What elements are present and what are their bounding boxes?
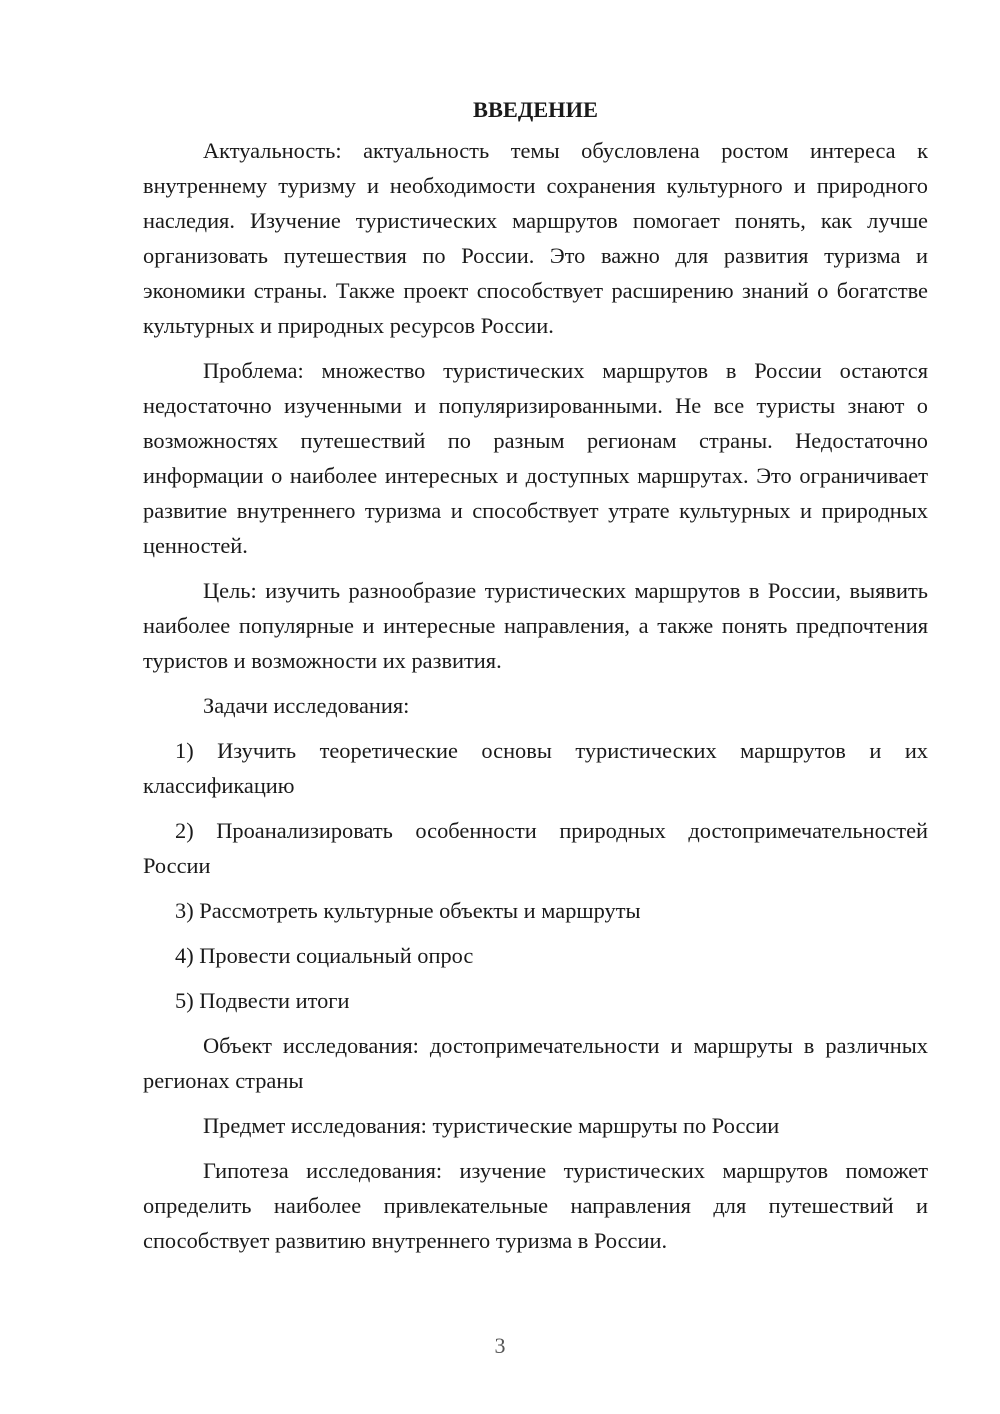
document-page [143, 92, 928, 1268]
paragraph-relevance: Актуальность: актуальность темы обусловлена ростом интереса к внутреннему туризму и необходимости сохранения культурного и природного наследия. Изучение туристических маршрутов помогает понять, как лучше организовать путешествия по России. Это важно для развития туризма и экономики страны. Также проект способствует расширению знаний о богатстве культурных и природных ресурсов России. [143, 138, 928, 338]
task-item-3: 3) Рассмотреть культурные объекты и маршруты [175, 898, 641, 923]
task-item-2: 2) Проанализировать особенности природных достопримечательностей России [143, 818, 928, 878]
tasks-title: Задачи исследования: [203, 693, 410, 718]
paragraph-problem: Проблема: множество туристических маршрутов в России остаются недостаточно изученными и популяризированными. Не все туристы знают о возможностях путешествий по разным регионам страны. Недостаточно информации о наиболее интересных и доступных маршрутах. Это ограничивает развитие внутреннего туризма и способствует утрате культурных и природных ценностей. [143, 358, 928, 558]
paragraph-hypothesis: Гипотеза исследования: изучение туристических маршрутов поможет определить наиболее привлекательные направления для путешествий и способствует развитию внутреннего туризма в России. [143, 1158, 928, 1253]
paragraph-subject: Предмет исследования: туристические маршруты по России [203, 1113, 780, 1138]
paragraph-object: Объект исследования: достопримечательности и маршруты в различных регионах страны [143, 1033, 928, 1093]
section-heading: ВВЕДЕНИЕ [473, 97, 598, 122]
task-item-4: 4) Провести социальный опрос [175, 943, 474, 968]
page-number: 3 [494, 1333, 506, 1358]
tasks-list [143, 733, 928, 1018]
task-item-1: 1) Изучить теоретические основы туристических маршрутов и их классификацию [143, 738, 928, 798]
paragraph-goal: Цель: изучить разнообразие туристических маршрутов в России, выявить наиболее популярные и интересные направления, а также понять предпочтения туристов и возможности их развития. [143, 578, 928, 673]
task-item-5: 5) Подвести итоги [175, 988, 350, 1013]
